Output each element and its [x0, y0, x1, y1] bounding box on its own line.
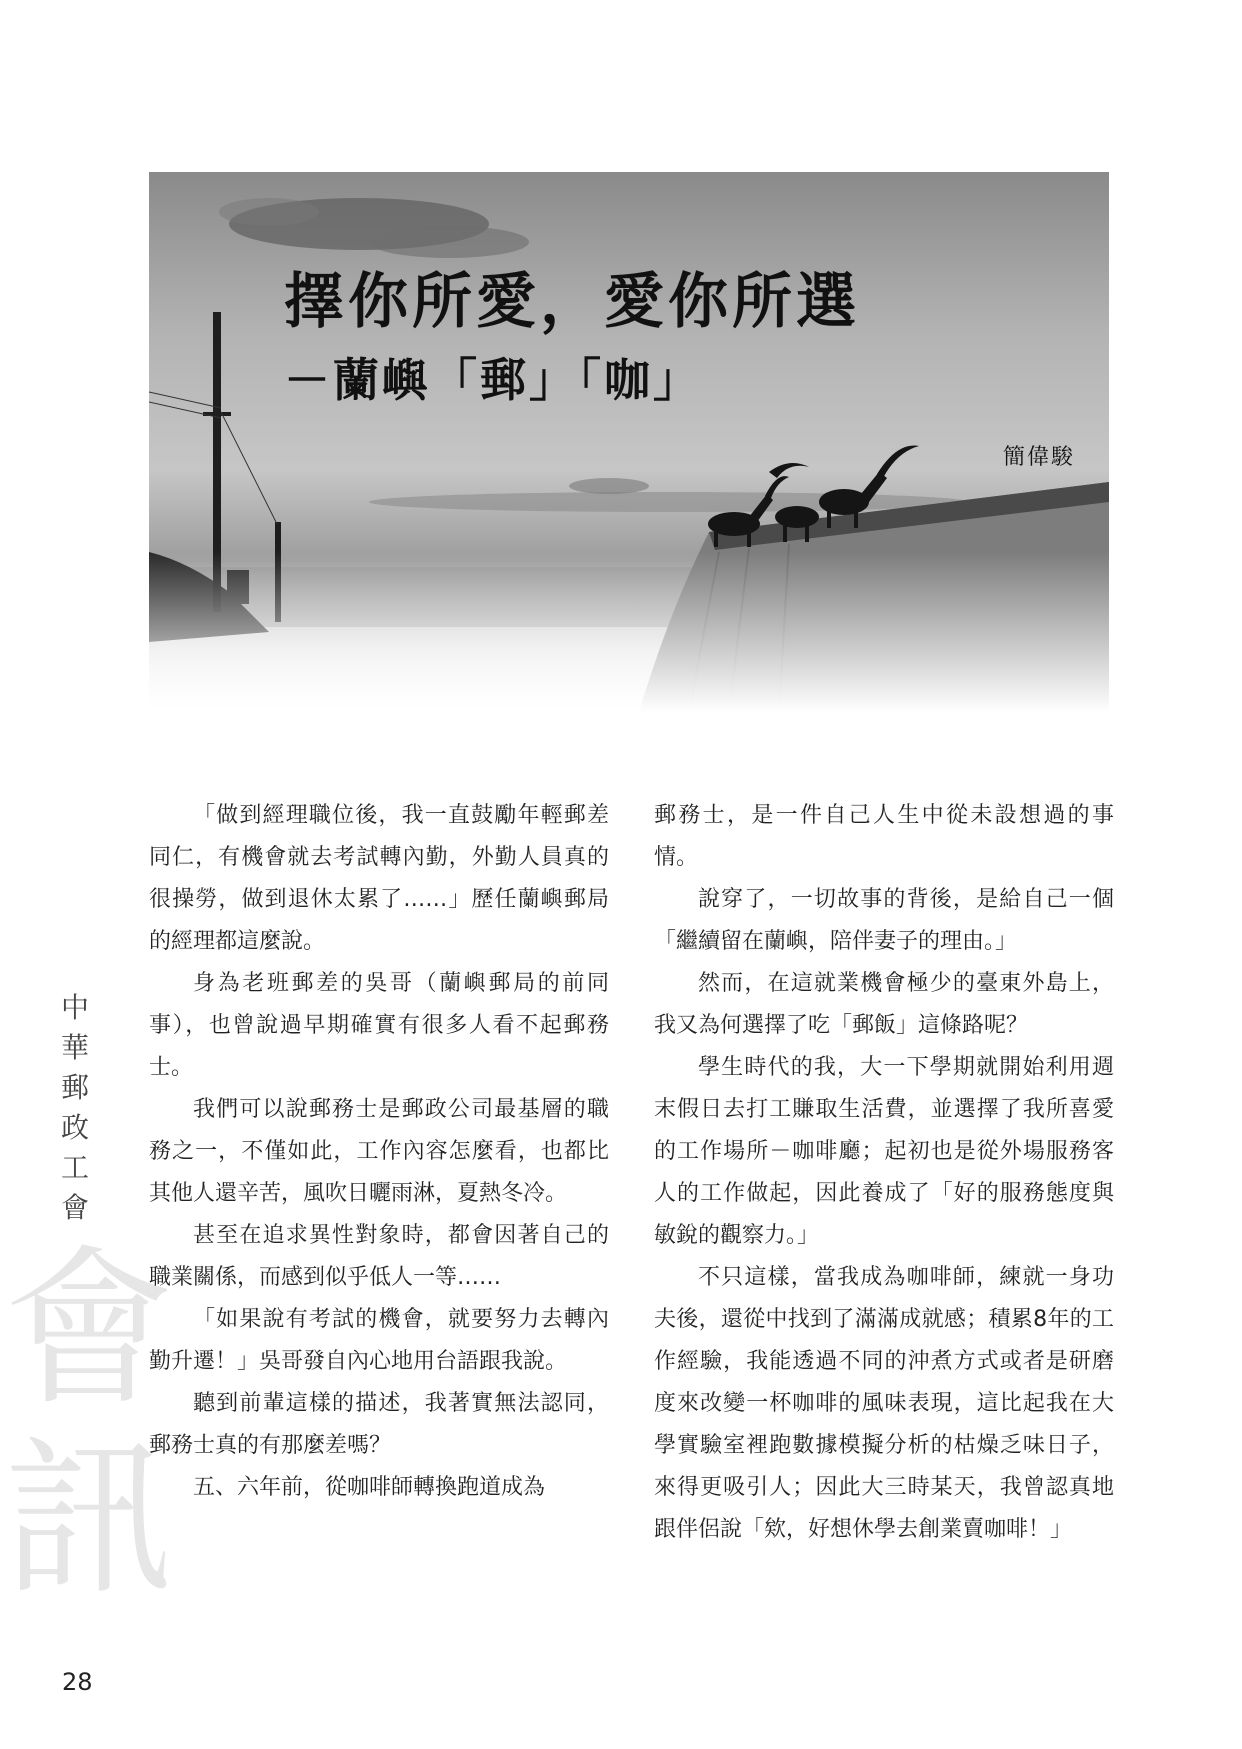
paragraph: 然而，在這就業機會極少的臺東外島上，我又為何選擇了吃「郵飯」這條路呢？	[654, 971, 1114, 1038]
author-name: 簡偉駿	[1003, 445, 1076, 470]
paragraph: 不只這樣，當我成為咖啡師，練就一身功夫後，還從中找到了滿滿成就感；積累8年的工作經驗，我能透過不同的沖煮方式或者是研磨度來改變一杯咖啡的風味表現，這比起我在大學實驗室裡跑數據模擬分析的枯燥乏味日子，來得更吸引人；因此大三時某天，我曾認真地跟伴侶說「欸，好想休學去創業賣咖啡！」	[654, 1265, 1114, 1542]
publication-name: 中華郵政工會	[60, 991, 89, 1224]
paragraph: 甚至在追求異性對象時，都會因著自己的職業關係，而感到似乎低人一等……	[149, 1223, 609, 1290]
paragraph: 學生時代的我，大一下學期就開始利用週末假日去打工賺取生活費，並選擇了我所喜愛的工作場所－咖啡廳；起初也是從外場服務客人的工作做起，因此養成了「好的服務態度與敏銳的觀察力。」	[654, 1055, 1114, 1248]
article-subtitle: －蘭嶼「郵」「咖」	[284, 353, 702, 407]
paragraph: 我們可以說郵務士是郵政公司最基層的職務之一，不僅如此，工作內容怎麼看，也都比其他人還辛苦，風吹日曬雨淋，夏熱冬冷。	[149, 1097, 609, 1206]
watermark-text: 會訊	[4, 1231, 175, 1619]
paragraph: 身為老班郵差的吳哥（蘭嶼郵局的前同事），也曾說過早期確實有很多人看不起郵務士。	[149, 971, 609, 1080]
paragraph: 「如果說有考試的機會，就要努力去轉內勤升遷！」吳哥發自內心地用台語跟我說。	[149, 1307, 609, 1374]
paragraph: 郵務士，是一件自己人生中從未設想過的事情。	[654, 803, 1114, 870]
article-left-column	[149, 795, 609, 1509]
landscape-illustration	[149, 172, 1109, 712]
article-right-column	[654, 795, 1114, 1551]
paragraph: 五、六年前，從咖啡師轉換跑道成為	[193, 1475, 546, 1500]
paragraph: 說穿了，一切故事的背後，是給自己一個「繼續留在蘭嶼，陪伴妻子的理由。」	[654, 887, 1114, 954]
paragraph: 聽到前輩這樣的描述，我著實無法認同，郵務士真的有那麼差嗎？	[149, 1391, 609, 1458]
header-photo	[149, 172, 1109, 712]
article-title: 擇你所愛，愛你所選	[284, 267, 860, 337]
paragraph: 「做到經理職位後，我一直鼓勵年輕郵差同仁，有機會就去考試轉內勤，外勤人員真的很操勞，做到退休太累了……」歷任蘭嶼郵局的經理都這麼說。	[149, 803, 609, 954]
page-number: 28	[62, 1668, 93, 1696]
